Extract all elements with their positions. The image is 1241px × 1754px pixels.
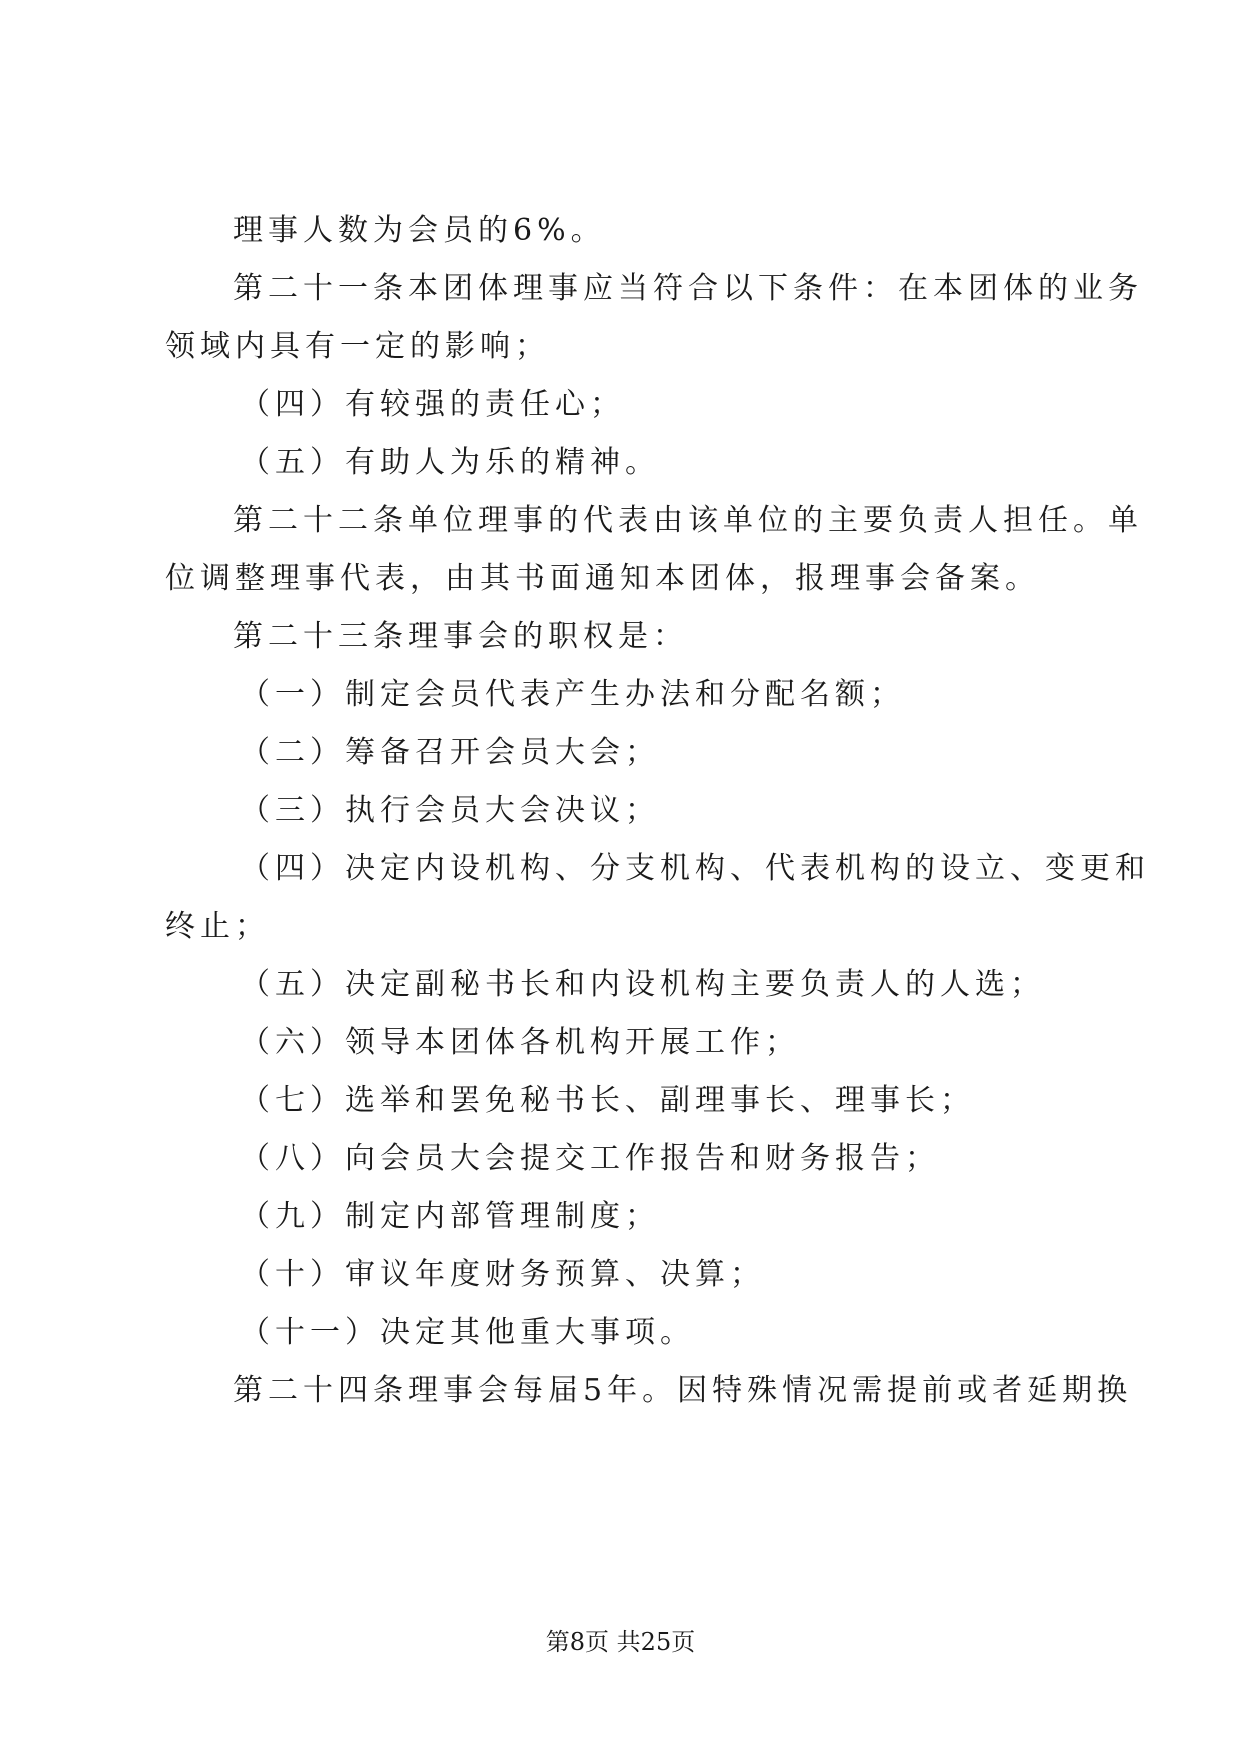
list-item: （三）执行会员大会决议； — [240, 793, 660, 828]
list-item: （二）筹备召开会员大会； — [240, 735, 660, 770]
body-line: 位调整理事代表，由其书面通知本团体，报理事会备案。 — [165, 561, 1040, 596]
list-item: （十）审议年度财务预算、决算； — [240, 1257, 765, 1292]
article-24-line: 第二十四条理事会每届5年。因特殊情况需提前或者延期换 — [233, 1373, 1133, 1408]
list-item: （五）有助人为乐的精神。 — [240, 445, 660, 480]
body-line: 领域内具有一定的影响； — [165, 329, 550, 364]
list-item: （四）有较强的责任心； — [240, 387, 625, 422]
article-22-line: 第二十二条单位理事的代表由该单位的主要负责人担任。单 — [233, 503, 1143, 538]
page-number-footer: 第8页 共25页 — [545, 1628, 696, 1656]
list-item: （九）制定内部管理制度； — [240, 1199, 660, 1234]
article-23-line: 第二十三条理事会的职权是： — [233, 619, 688, 654]
article-21-line: 第二十一条本团体理事应当符合以下条件：在本团体的业务 — [233, 271, 1143, 306]
list-item: （六）领导本团体各机构开展工作； — [240, 1025, 800, 1060]
list-item: （四）决定内设机构、分支机构、代表机构的设立、变更和 — [240, 851, 1150, 886]
list-item: （十一）决定其他重大事项。 — [240, 1315, 695, 1350]
list-item: （七）选举和罢免秘书长、副理事长、理事长； — [240, 1083, 975, 1118]
list-item: （一）制定会员代表产生办法和分配名额； — [240, 677, 905, 712]
list-item: （八）向会员大会提交工作报告和财务报告； — [240, 1141, 940, 1176]
list-item: （五）决定副秘书长和内设机构主要负责人的人选； — [240, 967, 1045, 1002]
body-line: 理事人数为会员的6%。 — [233, 213, 606, 248]
body-line: 终止； — [165, 909, 270, 944]
